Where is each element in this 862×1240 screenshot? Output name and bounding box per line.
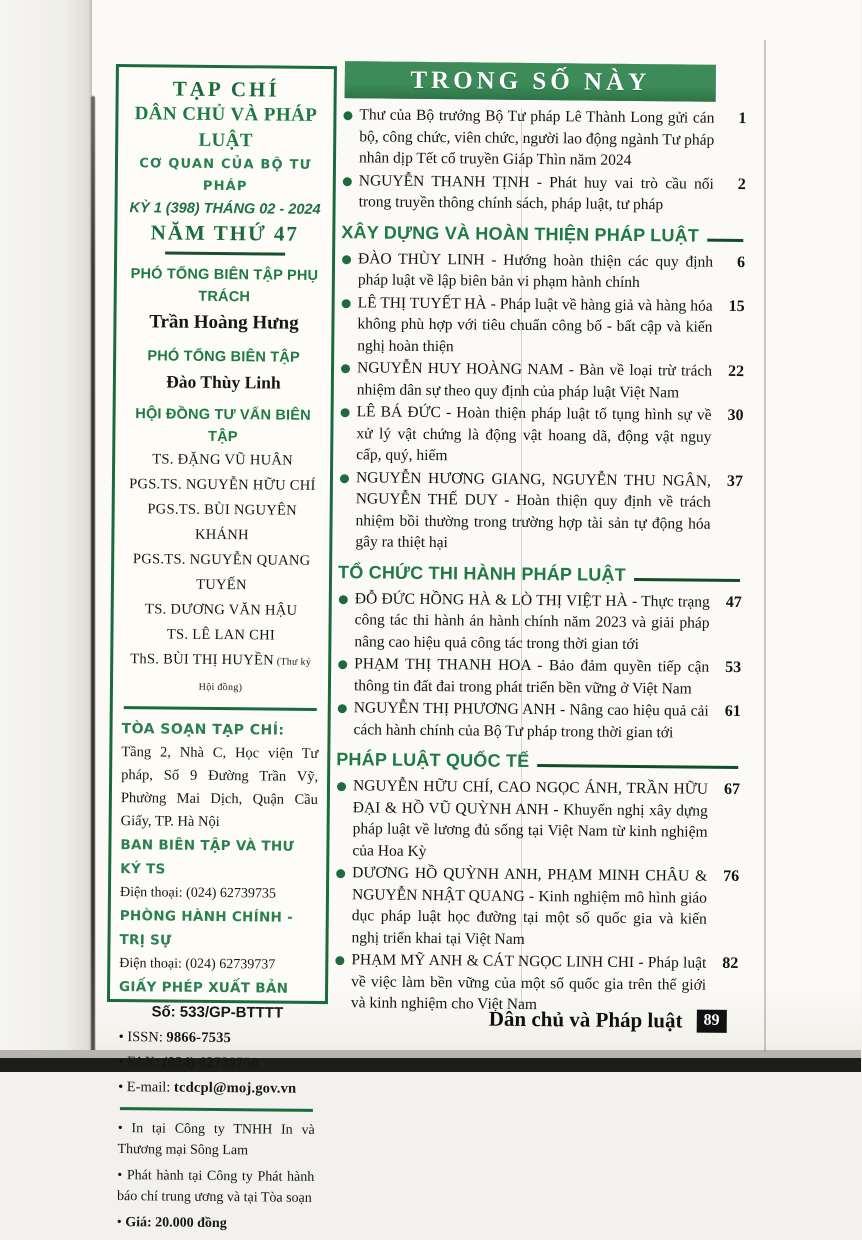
toc-item (335, 775, 740, 865)
toc-item-text: ĐÀO THÙY LINH - Hướng hoàn thiện các quy định pháp luật về lập biên bản vi phạm hành chính (357, 249, 714, 292)
toc-item-page: 37 (726, 472, 744, 490)
toc-item (337, 653, 741, 700)
toc-bullet-icon (343, 111, 352, 120)
print-note-text: In tại Công ty TNHH In và Thương mại Sông Lam (117, 1121, 315, 1159)
bullet-dot: • (116, 1215, 126, 1231)
footer-journal-title: Dân chủ và Pháp luật (488, 1006, 683, 1033)
toc-item (340, 357, 744, 404)
toc-item-text: NGUYỄN HƯƠNG GIANG, NGUYỄN THU NGÂN, NGUYỄN THẾ DUY - Hoàn thiện quy định về trách nhiệm bồi thường trong trường hợp tài sản tự động hóa gây ra thiệt hại (355, 468, 712, 552)
toc-item-page: 67 (723, 780, 741, 799)
admin-phone: Điện thoại: (024) 62739737 (119, 956, 276, 973)
license-label: GIẤY PHÉP XUẤT BẢN (119, 979, 289, 997)
board-member: PGS.TS. NGUYỄN QUANG TUYẾN (132, 551, 311, 594)
toc-item (341, 248, 745, 295)
toc-bullet-icon (338, 704, 347, 713)
toc-banner (345, 61, 716, 102)
contact-line (118, 1025, 315, 1052)
board-member: TS. ĐẶNG VŨ HUÂN (152, 451, 294, 469)
toc-item-text: Thư của Bộ trưởng Bộ Tư pháp Lê Thành Long gửi cán bộ, công chức, viên chức, người lao động ngành Tư pháp nhân dịp Tết cổ truyền Giáp Thìn năm 2024 (358, 106, 715, 169)
toc-bullet-icon (337, 782, 346, 791)
toc-item-page: 1 (738, 109, 747, 128)
toc-item-page: 47 (725, 593, 742, 611)
bullet-dot: • (117, 1121, 132, 1137)
journal-name: DÂN CHỦ VÀ PHÁP LUẬT (134, 103, 318, 152)
toc-bullet-icon (343, 177, 352, 186)
board-secretary-note: (Thư ký Hội đồng) (198, 656, 312, 694)
bullet-dot: • (117, 1168, 127, 1184)
editorial-phone: Điện thoại: (024) 62739735 (119, 885, 276, 902)
toc-item-text: ĐỖ ĐỨC HỒNG HÀ & LÒ THỊ VIỆT HÀ - Thực trạng công tác thi hành án hành chính năm 2023 và giải pháp nâng cao hiệu quả công tác trong thời gian tới (354, 589, 710, 653)
masthead-box (107, 64, 337, 1232)
toc-item (342, 170, 746, 217)
bullet-dot: • (118, 1029, 128, 1046)
print-note (117, 1118, 314, 1162)
toc-item (336, 697, 740, 744)
footer-page-number: 89 (696, 1010, 726, 1033)
toc-item (338, 467, 743, 557)
toc-item-page: 61 (724, 702, 741, 721)
journal-year: NĂM THỨ 47 (150, 220, 300, 246)
toc-bullet-icon (341, 364, 350, 373)
toc-section-heading-rule (707, 238, 743, 241)
toc-item (339, 401, 744, 469)
print-note-text: Giá: 20.000 đồng (125, 1215, 227, 1232)
bullet-dot: • (118, 1079, 127, 1096)
contact-value: tcdcpl@moj.gov.vn (173, 1079, 297, 1097)
page-footer (489, 1007, 727, 1034)
board-member: ThS. BÙI THỊ HUYỀN (Thư ký Hội đồng) (130, 651, 312, 694)
toc-section-heading-label: PHÁP LUẬT QUỐC TẾ (336, 749, 530, 771)
divider (124, 706, 317, 711)
board-member: TS. LÊ LAN CHI (166, 626, 276, 644)
toc-section-heading-label: XÂY DỰNG VÀ HOÀN THIỆN PHÁP LUẬT (341, 221, 700, 246)
toc-bullet-icon (338, 660, 347, 669)
toc-item (337, 588, 742, 656)
contact-label: E-mail: (126, 1079, 175, 1096)
toc-section-heading-rule (634, 577, 740, 581)
toc-item-text: PHẠM MỸ ANH & CÁT NGỌC LINH CHI - Pháp luật về việc làm bền vững của một số quốc gia trên thế giới và kinh nghiệm cho Việt Nam (350, 951, 707, 1014)
toc-item (340, 292, 745, 360)
toc-item-text: PHẠM THỊ THANH HOA - Bảo đảm quyền tiếp cận thông tin đất đai trong phát triển bền vững ở Việt Nam (353, 655, 710, 698)
contact-label: FAX: (126, 1054, 163, 1071)
deputy-label: PHÓ TỔNG BIÊN TẬP (147, 348, 300, 366)
toc-item-page: 76 (723, 867, 740, 886)
board-member: TS. DƯƠNG VĂN HẬU (145, 601, 298, 619)
toc-item-text: LÊ THỊ TUYẾT HÀ - Pháp luật về hàng giả và hàng hóa không phù hợp với tiêu chuẩn công bố - bất cập và kiến nghị hoàn thiện (357, 293, 713, 355)
toc-item-text: NGUYỄN THỊ PHƯƠNG ANH - Nâng cao hiệu quả cải cách hành chính của Bộ Tư pháp trong thời gian tới (353, 699, 709, 741)
contact-value: (024) 62739750 (162, 1054, 259, 1072)
toc-bullet-icon (340, 474, 349, 483)
toc-section-heading (336, 749, 740, 774)
toc-section-heading (341, 222, 745, 247)
print-note (117, 1165, 314, 1209)
toc-bullet-icon (342, 255, 351, 264)
toc-item (342, 104, 747, 172)
toc-bullet-icon (341, 408, 350, 417)
contact-list (118, 1025, 316, 1102)
toc-item-page: 2 (737, 175, 746, 193)
office-label: TÒA SOẠN TẠP CHÍ: (121, 721, 285, 739)
toc-item-text: LÊ BÁ ĐỨC - Hoàn thiện pháp luật tố tụng hình sự về xử lý vật chứng là động vật hoang dã, động vật nguy cấp, quý, hiếm (356, 403, 712, 465)
toc-item-text: NGUYỄN HUY HOÀNG NAM - Bàn về loại trừ trách nhiệm dân sự theo quy định của pháp luật Việt Nam (356, 359, 713, 401)
print-note (117, 1212, 314, 1235)
deputy-in-charge-label: PHÓ TỔNG BIÊN TẬP PHỤ TRÁCH (130, 266, 319, 306)
toc-item-page: 6 (736, 253, 746, 271)
office-address: Tầng 2, Nhà C, Học viện Tư pháp, Số 9 Đường Trần Vỹ, Phường Mai Dịch, Quận Cầu Giấy, TP. Hà Nội (120, 744, 319, 831)
license-number: Số: 533/GP-BTTTT (151, 1003, 284, 1022)
toc-item-page: 82 (722, 954, 739, 973)
toc-section-heading (338, 562, 742, 587)
toc-title: TRONG SỐ NÀY (410, 66, 651, 96)
bullet-dot: • (118, 1054, 128, 1071)
board-label: HỘI ĐỒNG TƯ VẤN BIÊN TẬP (135, 406, 311, 446)
contact-line (118, 1050, 315, 1077)
contact-value: 9866-7535 (166, 1029, 232, 1047)
toc-bullet-icon (335, 956, 344, 965)
toc-item-text: NGUYỄN HỮU CHÍ, CAO NGỌC ÁNH, TRẦN HỮU ĐẠI & HỒ VŨ QUỲNH ANH - Khuyến nghị xây dựng pháp luật về lương đủ sống tại Việt Nam từ kinh nghiệm của Hoa Kỳ (352, 777, 709, 860)
toc-item-page: 53 (725, 658, 742, 677)
deputy-in-charge-name: Trần Hoàng Hưng (149, 311, 299, 334)
journal-agency: CƠ QUAN CỦA BỘ TƯ PHÁP (139, 156, 312, 195)
toc-bullet-icon (336, 869, 345, 878)
toc-bullet-icon (342, 299, 351, 308)
toc-item-text: DƯƠNG HỒ QUỲNH ANH, PHẠM MINH CHÂU & NGUYỄN NHẬT QUANG - Kinh nghiệm mô hình giáo dục pháp luật học đường tại một số quốc gia và kiến nghị triển khai tại Việt Nam (351, 864, 708, 948)
print-notes-list (117, 1118, 315, 1235)
toc-item-page: 22 (727, 362, 745, 381)
board-member-list (122, 447, 321, 701)
divider (120, 1107, 313, 1112)
board-member: PGS.TS. NGUYỄN HỮU CHÍ (129, 476, 316, 494)
toc-item-page: 30 (727, 406, 744, 425)
divider (165, 251, 285, 255)
contact-label: ISSN: (127, 1029, 167, 1046)
toc-section-heading-label: TỔ CHỨC THI HÀNH PHÁP LUẬT (337, 561, 626, 585)
toc-item (334, 862, 739, 952)
journal-label: TẠP CHÍ (172, 76, 280, 102)
toc-section-heading-rule (537, 764, 738, 769)
toc-item-page: 15 (728, 297, 745, 315)
toc-item-text: NGUYỄN THANH TỊNH - Phát huy vai trò cầu nối trong truyền thông chính sách, pháp luật, tư pháp (358, 171, 714, 214)
toc-list (334, 104, 747, 1018)
journal-issue: KỲ 1 (398) THÁNG 02 - 2024 (129, 200, 321, 218)
editorial-dept-label: BAN BIÊN TẬP VÀ THƯ KÝ TS (120, 837, 295, 878)
board-member: PGS.TS. BÙI NGUYÊN KHÁNH (147, 501, 298, 544)
print-note-text: Phát hành tại Công ty Phát hành báo chí trung ương và tại Tòa soạn (117, 1168, 315, 1206)
toc-bullet-icon (339, 595, 348, 604)
admin-dept-label: PHÒNG HÀNH CHÍNH - TRỊ SỰ (119, 908, 294, 949)
contact-line (118, 1075, 315, 1102)
deputy-name: Đào Thùy Linh (166, 371, 281, 393)
